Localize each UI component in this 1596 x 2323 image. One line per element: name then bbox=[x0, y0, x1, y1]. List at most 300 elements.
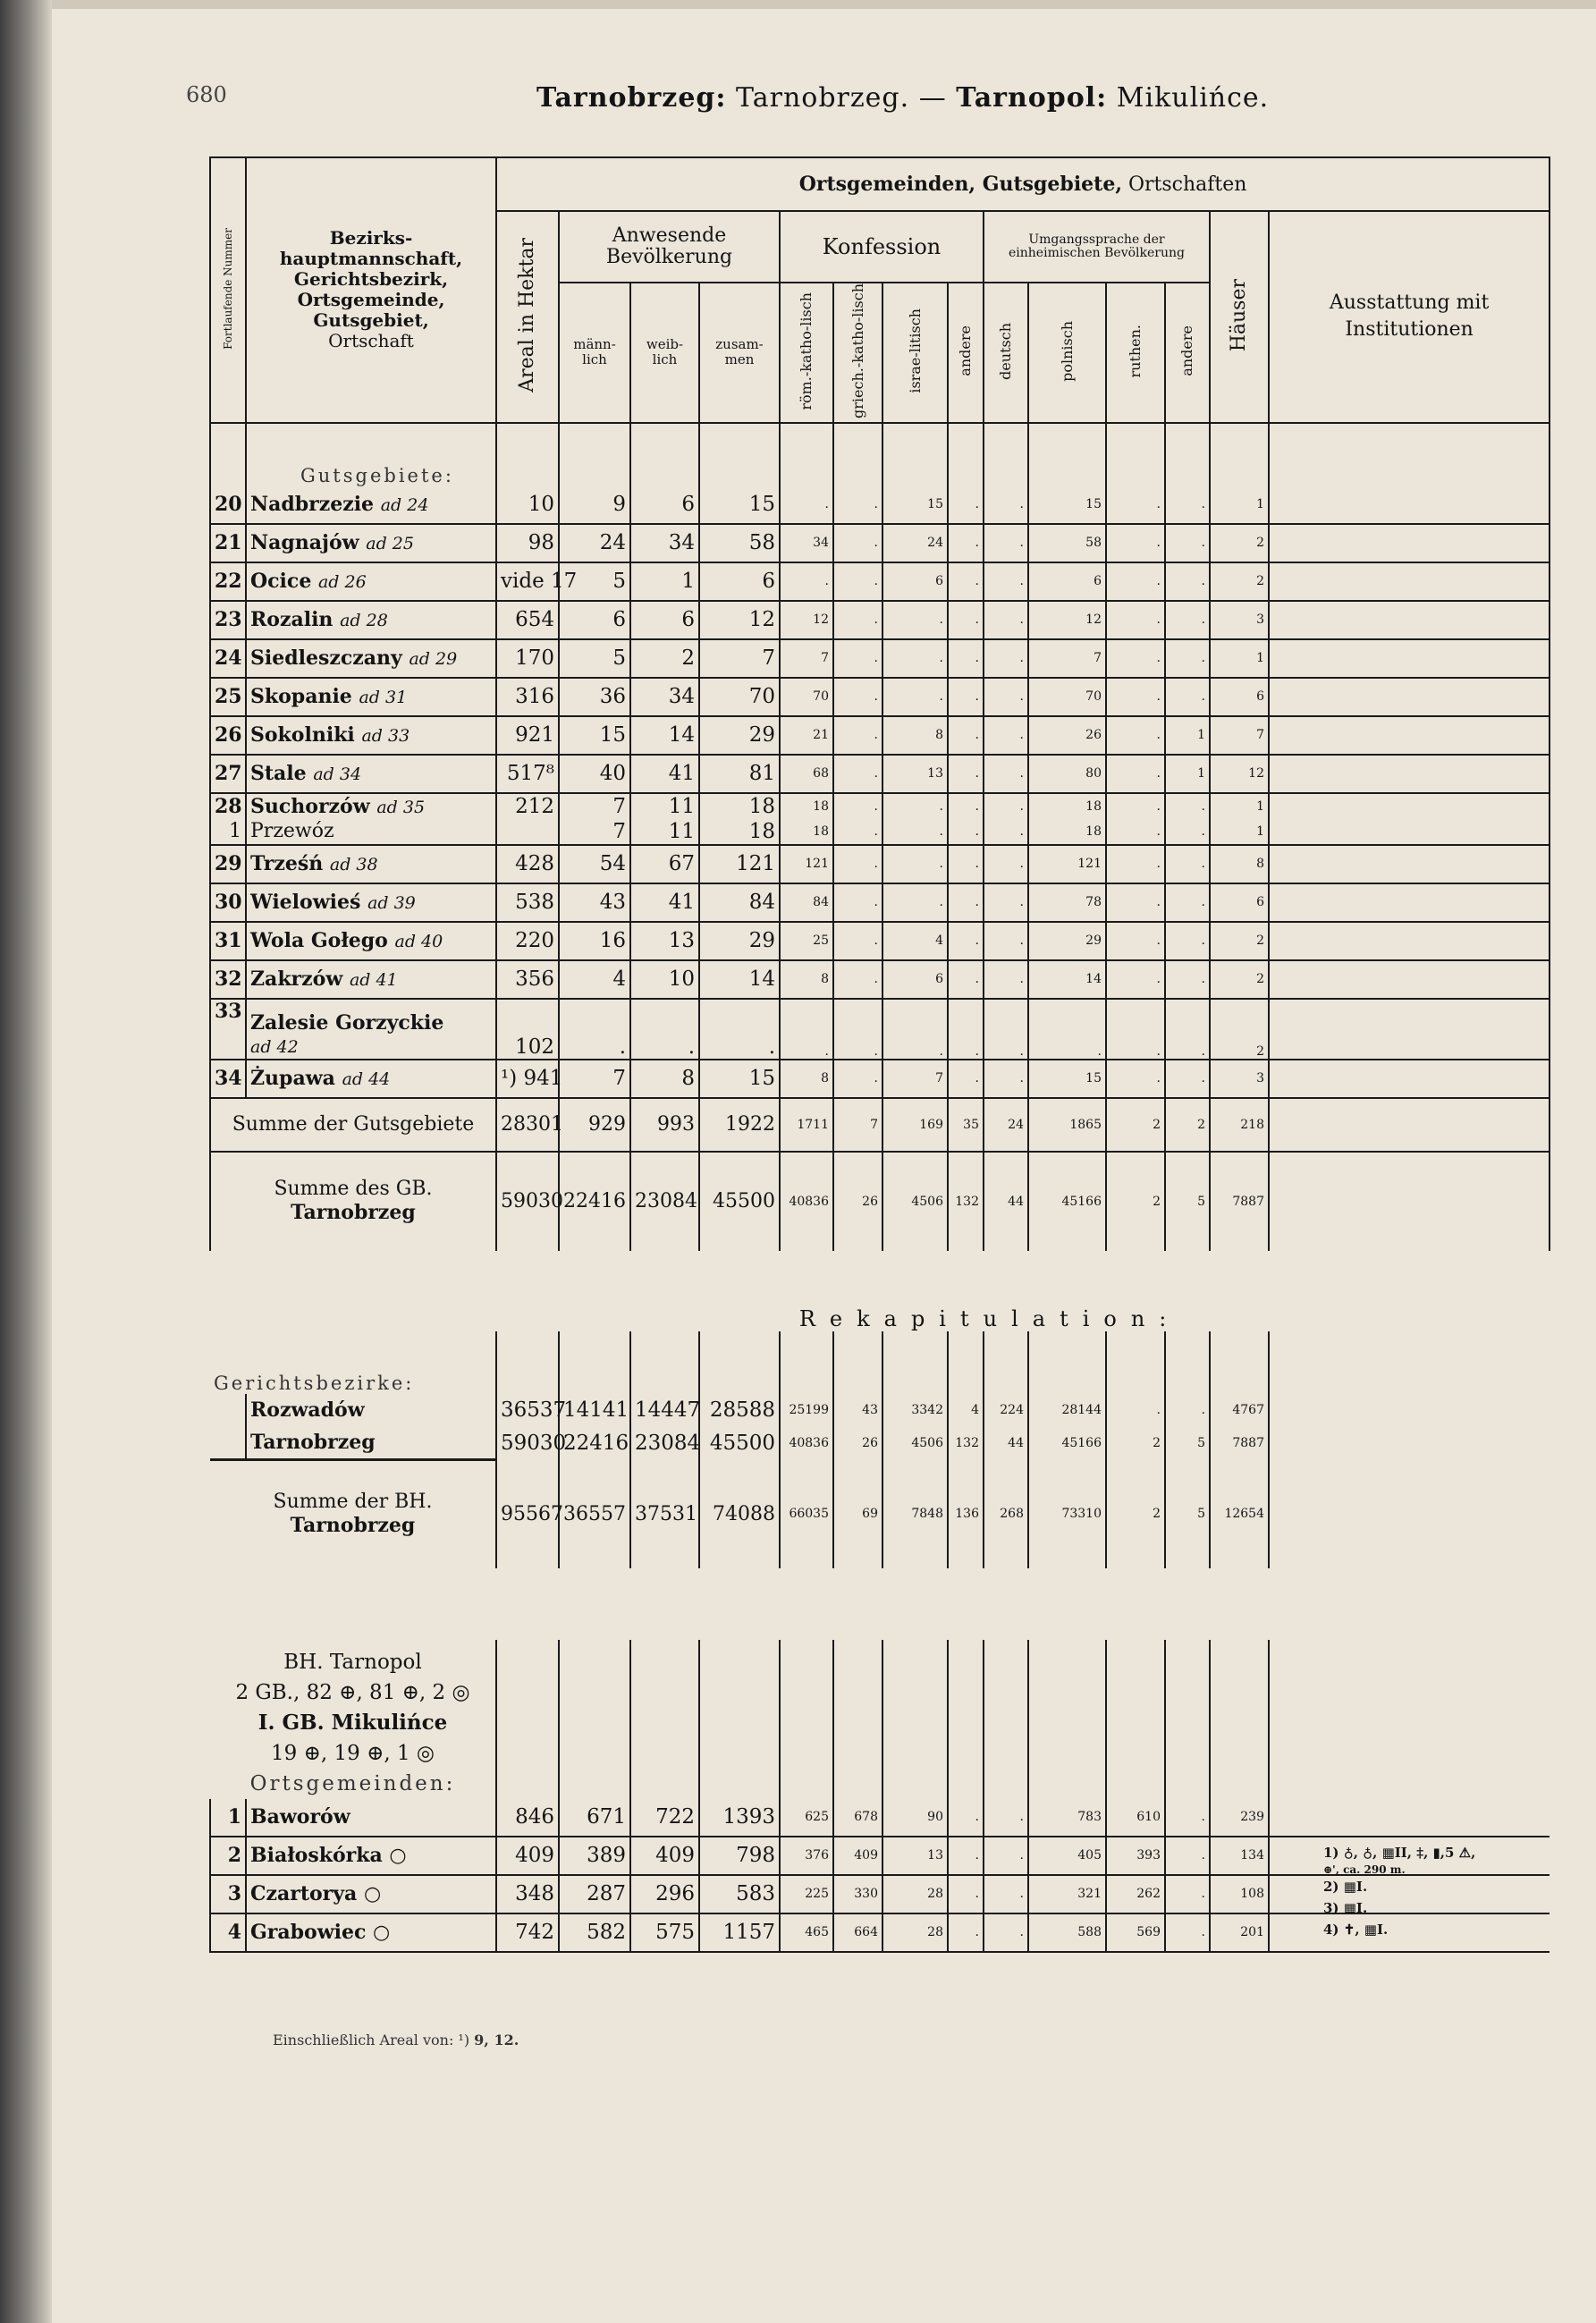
cell-pl: 28144 bbox=[1028, 1394, 1106, 1426]
cell-isr: . bbox=[882, 999, 948, 1060]
cell-m: 54 bbox=[559, 845, 630, 883]
cell-w: 575 bbox=[630, 1913, 699, 1952]
cell-ru: 393 bbox=[1106, 1837, 1165, 1875]
cell-t: 18 bbox=[699, 793, 780, 819]
cell-and2: . bbox=[1165, 999, 1210, 1060]
cell-gk: . bbox=[833, 793, 882, 819]
cell-h: 108 bbox=[1210, 1875, 1269, 1913]
cell-m: 43 bbox=[559, 883, 630, 922]
cell-gk: . bbox=[833, 755, 882, 793]
cell-and2: . bbox=[1165, 562, 1210, 601]
cell-de: . bbox=[984, 922, 1028, 960]
table-row bbox=[210, 883, 1550, 922]
cell-ru: . bbox=[1106, 922, 1165, 960]
cell-pl: 18 bbox=[1028, 819, 1106, 845]
cell-h: 239 bbox=[1210, 1799, 1269, 1837]
place-name: Sokolniki ad 33 bbox=[246, 716, 496, 755]
cell-m: 582 bbox=[559, 1913, 630, 1952]
place-name: Baworów bbox=[246, 1799, 496, 1837]
cell-t: 15 bbox=[699, 486, 780, 524]
cell-t: 6 bbox=[699, 562, 780, 601]
cell-institutions bbox=[1269, 601, 1550, 639]
cell-area: 98 bbox=[496, 524, 559, 562]
header-male: männ-lich bbox=[559, 283, 630, 423]
cell-and1: . bbox=[948, 999, 984, 1060]
cell-institutions bbox=[1269, 819, 1550, 845]
cell-and2: . bbox=[1165, 1875, 1210, 1913]
cell-h: 12 bbox=[1210, 755, 1269, 793]
cell-area: 428 bbox=[496, 845, 559, 883]
cell-rk: 84 bbox=[780, 883, 833, 922]
cell-m: 9 bbox=[559, 486, 630, 524]
cell-m: 389 bbox=[559, 1837, 630, 1875]
cell-institutions bbox=[1269, 755, 1550, 793]
cell-de: . bbox=[984, 819, 1028, 845]
cell-and1: 132 bbox=[948, 1426, 984, 1460]
cell-and1: . bbox=[948, 562, 984, 601]
cell-area: 921 bbox=[496, 716, 559, 755]
cell-isr: 13 bbox=[882, 1837, 948, 1875]
place-name: Zakrzów ad 41 bbox=[246, 960, 496, 999]
cell-and2: . bbox=[1165, 1799, 1210, 1837]
cell-de: . bbox=[984, 486, 1028, 524]
cell-t: 58 bbox=[699, 524, 780, 562]
gb-mikulince-stats: 19 ⊕, 19 ⊕, 1 ◎ bbox=[271, 1741, 435, 1765]
recap-row: Rekapitulation: bbox=[798, 1305, 1181, 1331]
place-name: Ocice ad 26 bbox=[246, 562, 496, 601]
cell-pl: 78 bbox=[1028, 883, 1106, 922]
cell-w: 409 bbox=[630, 1837, 699, 1875]
place-name: Siedleszczany ad 29 bbox=[246, 639, 496, 678]
cell-pl: 6 bbox=[1028, 562, 1106, 601]
cell-rk: 465 bbox=[780, 1913, 833, 1952]
place-name: Rozalin ad 28 bbox=[246, 601, 496, 639]
cell-institutions bbox=[1269, 793, 1550, 819]
cell-de: . bbox=[984, 524, 1028, 562]
cell-w: 6 bbox=[630, 601, 699, 639]
title-district-2: Tarnopol: bbox=[956, 82, 1108, 114]
cell-m: 6 bbox=[559, 601, 630, 639]
footnote-block bbox=[1323, 1842, 1475, 1940]
cell-h: 7 bbox=[1210, 716, 1269, 755]
place-name: Nadbrzezie ad 24 bbox=[246, 486, 496, 524]
cell-and1: . bbox=[948, 845, 984, 883]
cell-isr: 4 bbox=[882, 922, 948, 960]
cell-ru: 2 bbox=[1106, 1426, 1165, 1460]
cell-gk: 678 bbox=[833, 1799, 882, 1837]
cell-rk: 12 bbox=[780, 601, 833, 639]
cell-pl: 80 bbox=[1028, 755, 1106, 793]
cell-h: 6 bbox=[1210, 883, 1269, 922]
cell-m: 671 bbox=[559, 1799, 630, 1837]
cell-h: 2 bbox=[1210, 999, 1269, 1060]
cell-area: 742 bbox=[496, 1913, 559, 1952]
cell-pl: 15 bbox=[1028, 486, 1106, 524]
cell-w: 34 bbox=[630, 678, 699, 716]
cell-ru: 569 bbox=[1106, 1913, 1165, 1952]
cell-institutions bbox=[1269, 922, 1550, 960]
cell-de: . bbox=[984, 999, 1028, 1060]
page-header bbox=[0, 82, 1596, 127]
cell-gk: . bbox=[833, 601, 882, 639]
row-number: 29 bbox=[210, 845, 246, 883]
cell-and1: . bbox=[948, 639, 984, 678]
cell-institutions bbox=[1269, 524, 1550, 562]
cell-isr: 28 bbox=[882, 1875, 948, 1913]
header-polish: polnisch bbox=[1028, 283, 1106, 423]
cell-m: 22416 bbox=[559, 1426, 630, 1460]
cell-t: 7 bbox=[699, 639, 780, 678]
cell-w: 14 bbox=[630, 716, 699, 755]
tarnopol-block bbox=[210, 1640, 1550, 1799]
cell-and2: . bbox=[1165, 601, 1210, 639]
cell-ru: . bbox=[1106, 793, 1165, 819]
place-name: Nagnajów ad 25 bbox=[246, 524, 496, 562]
row-number: 32 bbox=[210, 960, 246, 999]
cell-rk: 25199 bbox=[780, 1394, 833, 1426]
cell-gk: 43 bbox=[833, 1394, 882, 1426]
cell-m: 15 bbox=[559, 716, 630, 755]
table-row bbox=[210, 601, 1550, 639]
cell-pl: . bbox=[1028, 999, 1106, 1060]
cell-m: . bbox=[559, 999, 630, 1060]
cell-area: 36537 bbox=[496, 1394, 559, 1426]
cell-ru: 610 bbox=[1106, 1799, 1165, 1837]
cell-h: 8 bbox=[1210, 845, 1269, 883]
cell-isr: . bbox=[882, 639, 948, 678]
row-number: 24 bbox=[210, 639, 246, 678]
cell-w: 41 bbox=[630, 883, 699, 922]
cell-and2: . bbox=[1165, 883, 1210, 922]
cell-institutions bbox=[1269, 486, 1550, 524]
cell-de: . bbox=[984, 1060, 1028, 1098]
header-name: Bezirks-hauptmannschaft, Gerichtsbezirk, Ortsgemeinde, Gutsgebiet, Ortschaft bbox=[246, 157, 496, 423]
gb-mikulince-title: I. GB. Mikulińce bbox=[258, 1710, 448, 1735]
table-row bbox=[210, 562, 1550, 601]
cell-isr: 7 bbox=[882, 1060, 948, 1098]
cell-h: 2 bbox=[1210, 922, 1269, 960]
table-row bbox=[210, 960, 1550, 999]
header-total: zusam-men bbox=[699, 283, 780, 423]
table-row bbox=[210, 1394, 1550, 1426]
summary-block bbox=[210, 1098, 1550, 1394]
cell-t: 12 bbox=[699, 601, 780, 639]
cell-and1: . bbox=[948, 1913, 984, 1952]
title-court: Tarnobrzeg. bbox=[736, 82, 910, 114]
cell-w: 10 bbox=[630, 960, 699, 999]
page-footer bbox=[273, 2032, 519, 2048]
cell-area: 102 bbox=[496, 999, 559, 1060]
cell-and2: . bbox=[1165, 845, 1210, 883]
cell-t: 583 bbox=[699, 1875, 780, 1913]
cell-gk: . bbox=[833, 883, 882, 922]
row-number: 2 bbox=[210, 1837, 246, 1875]
table-row bbox=[210, 486, 1550, 524]
cell-isr: 6 bbox=[882, 960, 948, 999]
table-row bbox=[210, 793, 1550, 819]
cell-isr: 3342 bbox=[882, 1394, 948, 1426]
section-gerichtsbezirke: Gerichtsbezirke: bbox=[210, 1331, 1550, 1394]
cell-and2: 5 bbox=[1165, 1426, 1210, 1460]
cell-w: 8 bbox=[630, 1060, 699, 1098]
table-row bbox=[210, 1060, 1550, 1098]
header-confession: Konfession bbox=[780, 211, 984, 283]
cell-institutions bbox=[1269, 678, 1550, 716]
header-institutions: Ausstattung mit Institutionen bbox=[1269, 211, 1550, 423]
cell-and1: 4 bbox=[948, 1394, 984, 1426]
title-court-2: Mikulińce. bbox=[1116, 82, 1270, 114]
cell-w: 11 bbox=[630, 819, 699, 845]
cell-ru: . bbox=[1106, 1394, 1165, 1426]
cell-area: 846 bbox=[496, 1799, 559, 1837]
cell-pl: 26 bbox=[1028, 716, 1106, 755]
row-number: 4 bbox=[210, 1913, 246, 1952]
cell-w: 296 bbox=[630, 1875, 699, 1913]
cell-m: 7 bbox=[559, 1060, 630, 1098]
cell-gk: . bbox=[833, 678, 882, 716]
cell-rk: 7 bbox=[780, 639, 833, 678]
header-other-confession: andere bbox=[948, 283, 984, 423]
cell-pl: 588 bbox=[1028, 1913, 1106, 1952]
row-number: 20 bbox=[210, 486, 246, 524]
cell-t: 14 bbox=[699, 960, 780, 999]
cell-institutions bbox=[1269, 1394, 1550, 1426]
header-seq: Fortlaufende Nummer bbox=[210, 157, 246, 423]
cell-pl: 121 bbox=[1028, 845, 1106, 883]
running-title bbox=[536, 82, 1269, 114]
cell-area: 356 bbox=[496, 960, 559, 999]
cell-de: 224 bbox=[984, 1394, 1028, 1426]
cell-institutions bbox=[1269, 999, 1550, 1060]
header-group-main: Ortsgemeinden, Gutsgebiete, Ortschaften bbox=[496, 157, 1550, 211]
cell-de: . bbox=[984, 1875, 1028, 1913]
page-number: 680 bbox=[186, 82, 227, 107]
table-row bbox=[210, 922, 1550, 960]
cell-institutions bbox=[1269, 1426, 1550, 1460]
cell-ru: . bbox=[1106, 678, 1165, 716]
cell-isr: 8 bbox=[882, 716, 948, 755]
cell-rk: 121 bbox=[780, 845, 833, 883]
cell-and2: . bbox=[1165, 793, 1210, 819]
sum-gb-row: Summe des GB. Tarnobrzeg 59030 22416 23084 45500 40836 26 4506 132 44 45166 2 5 7887 bbox=[210, 1152, 1550, 1251]
page-binding-edge bbox=[0, 0, 52, 2323]
cell-h: 134 bbox=[1210, 1837, 1269, 1875]
row-number: 34 bbox=[210, 1060, 246, 1098]
cell-gk: . bbox=[833, 486, 882, 524]
title-district: Tarnobrzeg: bbox=[536, 82, 727, 114]
summary-bh bbox=[210, 1459, 1550, 1799]
cell-h: 1 bbox=[1210, 793, 1269, 819]
cell-de: 44 bbox=[984, 1426, 1028, 1460]
cell-isr: 13 bbox=[882, 755, 948, 793]
cell-rk: 225 bbox=[780, 1875, 833, 1913]
cell-ru: . bbox=[1106, 562, 1165, 601]
cell-gk: 409 bbox=[833, 1837, 882, 1875]
cell-rk: 18 bbox=[780, 819, 833, 845]
table-row bbox=[210, 845, 1550, 883]
table-row bbox=[210, 819, 1550, 845]
cell-w: 2 bbox=[630, 639, 699, 678]
cell-w: 14447 bbox=[630, 1394, 699, 1426]
cell-w: 11 bbox=[630, 793, 699, 819]
cell-w: 13 bbox=[630, 922, 699, 960]
cell-de: . bbox=[984, 755, 1028, 793]
cell-and1: . bbox=[948, 1060, 984, 1098]
cell-gk: . bbox=[833, 819, 882, 845]
cell-isr: . bbox=[882, 601, 948, 639]
cell-gk: . bbox=[833, 639, 882, 678]
cell-isr: . bbox=[882, 678, 948, 716]
cell-m: 16 bbox=[559, 922, 630, 960]
cell-area bbox=[496, 819, 559, 845]
table-header bbox=[210, 157, 1550, 423]
cell-t: . bbox=[699, 999, 780, 1060]
table-row bbox=[210, 716, 1550, 755]
cell-m: 40 bbox=[559, 755, 630, 793]
cell-area: vide 17 bbox=[496, 562, 559, 601]
cell-ru: . bbox=[1106, 524, 1165, 562]
cell-ru: . bbox=[1106, 755, 1165, 793]
cell-rk: 68 bbox=[780, 755, 833, 793]
bh-tarnopol-stats: 2 GB., 82 ⊕, 81 ⊕, 2 ◎ bbox=[235, 1680, 470, 1704]
bh-tarnopol-title: BH. Tarnopol bbox=[283, 1650, 422, 1674]
row-number: 3 bbox=[210, 1875, 246, 1913]
cell-and2: . bbox=[1165, 960, 1210, 999]
sum-bh-row: Summe der BH. Tarnobrzeg 95567 36557 37531 74088 66035 69 7848 136 268 73310 2 5 12654 bbox=[210, 1459, 1550, 1568]
gap-row bbox=[210, 1568, 1550, 1640]
place-name: Skopanie ad 31 bbox=[246, 678, 496, 716]
cell-t: 1157 bbox=[699, 1913, 780, 1952]
cell-rk: 34 bbox=[780, 524, 833, 562]
table-row bbox=[210, 1426, 1550, 1460]
cell-gk: . bbox=[833, 562, 882, 601]
cell-t: 70 bbox=[699, 678, 780, 716]
cell-de: . bbox=[984, 601, 1028, 639]
cell-ru: . bbox=[1106, 716, 1165, 755]
row-number: 22 bbox=[210, 562, 246, 601]
cell-area: 59030 bbox=[496, 1426, 559, 1460]
cell-area: 517⁸ bbox=[496, 755, 559, 793]
cell-and2: 1 bbox=[1165, 755, 1210, 793]
cell-w: 6 bbox=[630, 486, 699, 524]
cell-h: 4767 bbox=[1210, 1394, 1269, 1426]
cell-isr: 6 bbox=[882, 562, 948, 601]
cell-h: 6 bbox=[1210, 678, 1269, 716]
cell-pl: 321 bbox=[1028, 1875, 1106, 1913]
cell-t: 15 bbox=[699, 1060, 780, 1098]
cell-and2: . bbox=[1165, 1060, 1210, 1098]
sum-gutsgebiete-row: Summe der Gutsgebiete 28301 929 993 1922 1711 7 169 35 24 1865 2 2 218 bbox=[210, 1098, 1550, 1152]
place-name: Przewóz bbox=[246, 819, 496, 845]
row-number: 30 bbox=[210, 883, 246, 922]
cell-isr: 4506 bbox=[882, 1426, 948, 1460]
cell-ru: . bbox=[1106, 819, 1165, 845]
header-area: Areal in Hektar bbox=[496, 211, 559, 423]
header-roman-catholic: röm.-katho-lisch bbox=[780, 283, 833, 423]
cell-ru: 262 bbox=[1106, 1875, 1165, 1913]
cell-isr: 90 bbox=[882, 1799, 948, 1837]
cell-gk: . bbox=[833, 999, 882, 1060]
cell-rk: 40836 bbox=[780, 1426, 833, 1460]
header-german: deutsch bbox=[984, 283, 1028, 423]
cell-w: 23084 bbox=[630, 1426, 699, 1460]
cell-rk: . bbox=[780, 999, 833, 1060]
cell-isr: 28 bbox=[882, 1913, 948, 1952]
row-number: 23 bbox=[210, 601, 246, 639]
cell-de: . bbox=[984, 793, 1028, 819]
cell-w: . bbox=[630, 999, 699, 1060]
cell-w: 34 bbox=[630, 524, 699, 562]
header-language: Umgangssprache der einheimischen Bevölkerung bbox=[984, 211, 1210, 283]
place-name: Zalesie Gorzyckie ad 42 bbox=[246, 999, 496, 1060]
place-name: Czartorya ○ bbox=[246, 1875, 496, 1913]
cell-de: . bbox=[984, 639, 1028, 678]
cell-area: ¹) 941 bbox=[496, 1060, 559, 1098]
cell-w: 41 bbox=[630, 755, 699, 793]
cell-gk: . bbox=[833, 922, 882, 960]
cell-m: 4 bbox=[559, 960, 630, 999]
cell-gk: . bbox=[833, 845, 882, 883]
table-row bbox=[210, 678, 1550, 716]
row-number: 1 bbox=[210, 819, 246, 845]
header-female: weib-lich bbox=[630, 283, 699, 423]
row-number: 25 bbox=[210, 678, 246, 716]
cell-and1: . bbox=[948, 678, 984, 716]
cell-rk: 8 bbox=[780, 960, 833, 999]
cell-and2: . bbox=[1165, 678, 1210, 716]
cell-and1: . bbox=[948, 1837, 984, 1875]
header-houses: Häuser bbox=[1210, 211, 1269, 423]
cell-rk: 21 bbox=[780, 716, 833, 755]
cell-rk: . bbox=[780, 562, 833, 601]
place-name: Wielowieś ad 39 bbox=[246, 883, 496, 922]
row-number bbox=[210, 1394, 246, 1426]
cell-gk: 664 bbox=[833, 1913, 882, 1952]
cell-w: 722 bbox=[630, 1799, 699, 1837]
cell-pl: 14 bbox=[1028, 960, 1106, 999]
cell-pl: 70 bbox=[1028, 678, 1106, 716]
cell-t: 798 bbox=[699, 1837, 780, 1875]
cell-and2: . bbox=[1165, 819, 1210, 845]
section-ortsgemeinden: Ortsgemeinden: bbox=[249, 1771, 456, 1795]
header-other-language: andere bbox=[1165, 283, 1210, 423]
cell-rk: 70 bbox=[780, 678, 833, 716]
cell-and2: . bbox=[1165, 1394, 1210, 1426]
cell-gk: . bbox=[833, 960, 882, 999]
cell-h: 2 bbox=[1210, 524, 1269, 562]
cell-m: 7 bbox=[559, 819, 630, 845]
cell-area: 348 bbox=[496, 1875, 559, 1913]
cell-h: 1 bbox=[1210, 486, 1269, 524]
cell-institutions bbox=[1269, 1799, 1550, 1837]
cell-de: . bbox=[984, 1799, 1028, 1837]
cell-gk: . bbox=[833, 524, 882, 562]
cell-isr: . bbox=[882, 793, 948, 819]
table-row bbox=[210, 1799, 1550, 1837]
cell-and1: . bbox=[948, 755, 984, 793]
cell-h: 201 bbox=[1210, 1913, 1269, 1952]
footer-refs: 9, 12. bbox=[474, 2032, 519, 2048]
cell-area: 316 bbox=[496, 678, 559, 716]
cell-area: 538 bbox=[496, 883, 559, 922]
table-row bbox=[210, 999, 1550, 1060]
cell-and1: . bbox=[948, 922, 984, 960]
cell-m: 36 bbox=[559, 678, 630, 716]
cell-t: 84 bbox=[699, 883, 780, 922]
row-number: 27 bbox=[210, 755, 246, 793]
header-israelite: israe-litisch bbox=[882, 283, 948, 423]
cell-m: 24 bbox=[559, 524, 630, 562]
